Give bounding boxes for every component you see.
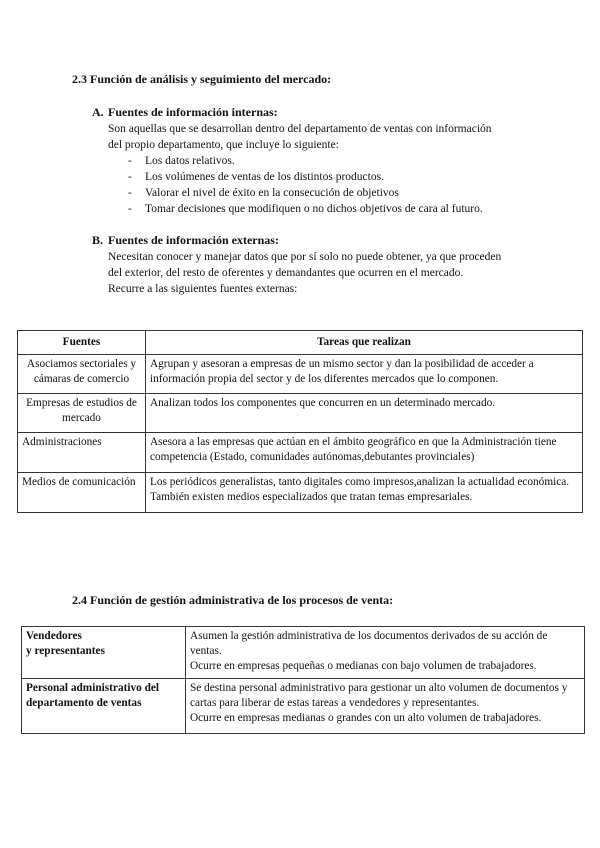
description-cell (186, 627, 585, 679)
external-sources-heading: Fuentes de información externas: (108, 233, 279, 247)
paragraph-line: Son aquellas que se desarrollan dentro del departamento de ventas con información (108, 123, 492, 135)
table-header-row (18, 331, 583, 355)
table-row (22, 679, 585, 734)
description-text: Ocurre en empresas pequeñas o medianas con bajo volumen de trabajadores. (190, 660, 537, 672)
role-cell (22, 627, 186, 679)
source-cell: Administraciones (18, 433, 146, 473)
table-row (22, 627, 585, 679)
external-sources-table (17, 330, 583, 513)
paragraph-line: Recurre a las siguientes fuentes externas: (108, 283, 298, 295)
table-row (18, 355, 583, 394)
role-line: y representantes (26, 645, 105, 657)
column-header: Fuentes (18, 331, 146, 355)
paragraph-line: Necesitan conocer y manejar datos que por sí solo no puede obtener, ya que proceden (108, 251, 502, 263)
table-row (18, 473, 583, 513)
paragraph-line: del exterior, del resto de oferentes y demandantes que ocurren en el mercado. (108, 267, 464, 279)
role-line: Vendedores (26, 630, 82, 642)
section-2-3-title: 2.3 Función de análisis y seguimiento del mercado: (72, 72, 332, 86)
task-cell: Analizan todos los componentes que concurren en un determinado mercado. (146, 394, 583, 433)
paragraph-line: del propio departamento, que incluye lo siguiente: (108, 139, 339, 151)
source-cell: Medios de comunicación (18, 473, 146, 513)
bullet-dash: - (128, 187, 132, 199)
description-text: Asumen la gestión administrativa de los documentos derivados de su acción de ventas. (190, 630, 548, 657)
internal-sources-heading: Fuentes de información internas: (108, 105, 278, 119)
description-text: Ocurre en empresas medianas o grandes con un alto volumen de trabajadores. (190, 712, 542, 724)
role-cell (22, 679, 186, 734)
task-cell: Agrupan y asesoran a empresas de un mismo sector y dan la posibilidad de acceder a información propia del sector y de los diferentes mercados que lo componen. (146, 355, 583, 394)
column-header: Tareas que realizan (146, 331, 583, 355)
section-2-4-title: 2.4 Función de gestión administrativa de los procesos de venta: (72, 593, 394, 607)
table-row (18, 433, 583, 473)
list-item: Los datos relativos. (145, 155, 235, 167)
task-cell: Los periódicos generalistas, tanto digitales como impresos,analizan la actualidad económica. También existen medios especializados que tratan temas empresariales. (146, 473, 583, 513)
list-item: Valorar el nivel de éxito en la consecución de objetivos (145, 187, 399, 199)
bullet-dash: - (128, 155, 132, 167)
list-item: Tomar decisiones que modifiquen o no dichos objetivos de cara al futuro. (145, 203, 483, 215)
role-line: departamento de ventas (26, 697, 142, 709)
admin-management-table (21, 626, 585, 734)
description-text: Se destina personal administrativo para gestionar un alto volumen de documentos y cartas para liberar de estas tareas a vendedores y representantes. (190, 682, 568, 709)
role-line: Personal administrativo del (26, 682, 160, 694)
source-cell: Empresas de estudios de mercado (18, 394, 146, 433)
source-cell: Asociamos sectoriales y cámaras de comercio (18, 355, 146, 394)
list-marker-a: A. (92, 105, 104, 119)
list-item: Los volúmenes de ventas de los distintos productos. (145, 171, 384, 183)
description-cell (186, 679, 585, 734)
task-cell: Asesora a las empresas que actúan en el ámbito geográfico en que la Administración tiene competencia (Estado, comunidades autónomas,debutantes provinciales) (146, 433, 583, 473)
table-row (18, 394, 583, 433)
list-marker-b: B. (92, 233, 104, 247)
bullet-dash: - (128, 171, 132, 183)
bullet-dash: - (128, 203, 132, 215)
